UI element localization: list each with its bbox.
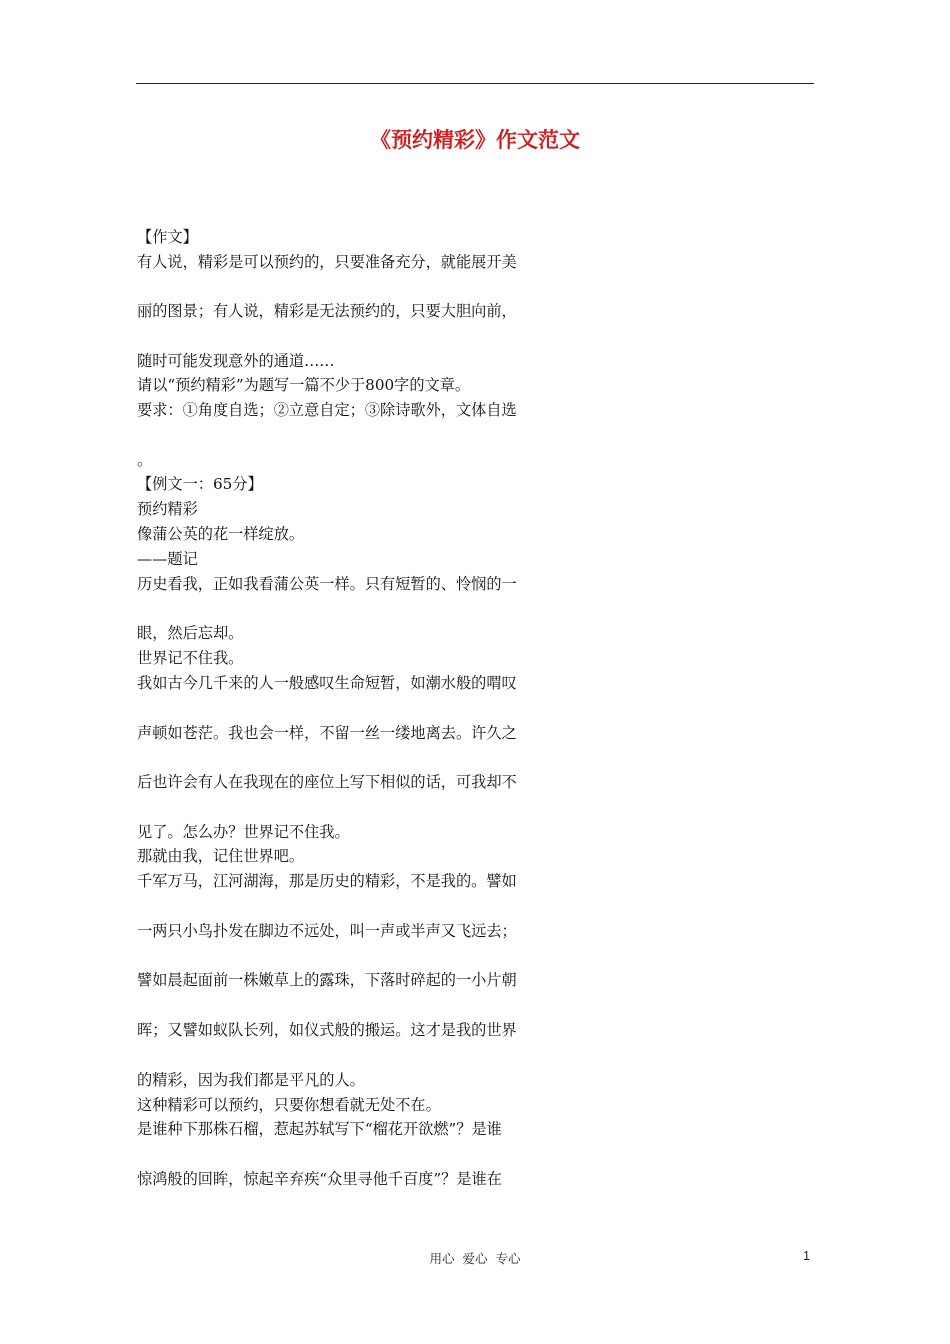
text-line: 晖；又譬如蚁队长列，如仪式般的搬运。这才是我的世界 (137, 1021, 517, 1039)
text-line: 的精彩，因为我们都是平凡的人。 (137, 1071, 365, 1089)
text-line: 预约精彩 (137, 500, 198, 518)
text-line: 【例文一：65分】 (137, 475, 263, 493)
text-line: 那就由我，记住世界吧。 (137, 847, 305, 865)
text-line: 后也许会有人在我现在的座位上写下相似的话，可我却不 (137, 773, 517, 791)
text-line: 历史看我，正如我看蒲公英一样。只有短暂的、怜悯的一 (137, 575, 517, 593)
text-line: 见了。怎么办？世界记不住我。 (137, 823, 350, 841)
text-line: 惊鸿般的回眸，惊起辛弃疾“众里寻他千百度”？是谁在 (137, 1170, 502, 1188)
footer-motto: 用心 爱心 专心 (429, 1251, 521, 1266)
text-line: 有人说，精彩是可以预约的，只要准备充分，就能展开美 (137, 253, 517, 271)
text-line: 我如古今几千来的人一般感叹生命短暂，如潮水般的喟叹 (137, 674, 517, 692)
text-line: 像蒲公英的花一样绽放。 (137, 525, 305, 543)
text-line: ——题记 (137, 550, 198, 568)
text-line: 请以“预约精彩”为题写一篇不少于800字的文章。 (137, 376, 471, 394)
text-line: 一两只小鸟扑发在脚边不远处，叫一声或半声又飞远去； (137, 922, 517, 940)
text-line: 声顿如苍茫。我也会一样，不留一丝一缕地离去。许久之 (137, 724, 517, 742)
text-line: 这种精彩可以预约，只要你想看就无处不在。 (137, 1096, 441, 1114)
text-line: 随时可能发现意外的通道…… (137, 352, 335, 370)
text-line: 千军万马，江河湖海，那是历史的精彩，不是我的。譬如 (137, 872, 517, 890)
text-line: 世界记不住我。 (137, 649, 244, 667)
text-line: 。 (137, 451, 153, 469)
page-number: 1 (803, 1249, 810, 1263)
document-title: 《预约精彩》作文范文 (370, 128, 580, 152)
header-rule (136, 83, 814, 84)
text-line: 要求：①角度自选；②立意自定；③除诗歌外，文体自选 (137, 401, 517, 419)
text-line: 丽的图景；有人说，精彩是无法预约的，只要大胆向前， (137, 302, 517, 320)
text-line: 眼，然后忘却。 (137, 624, 244, 642)
text-line: 譬如晨起面前一株嫩草上的露珠，下落时碎起的一小片朝 (137, 971, 517, 989)
text-line: 是谁种下那株石榴，惹起苏轼写下“榴花开欲燃”？是谁 (137, 1120, 502, 1138)
text-line: 【作文】 (137, 228, 198, 246)
